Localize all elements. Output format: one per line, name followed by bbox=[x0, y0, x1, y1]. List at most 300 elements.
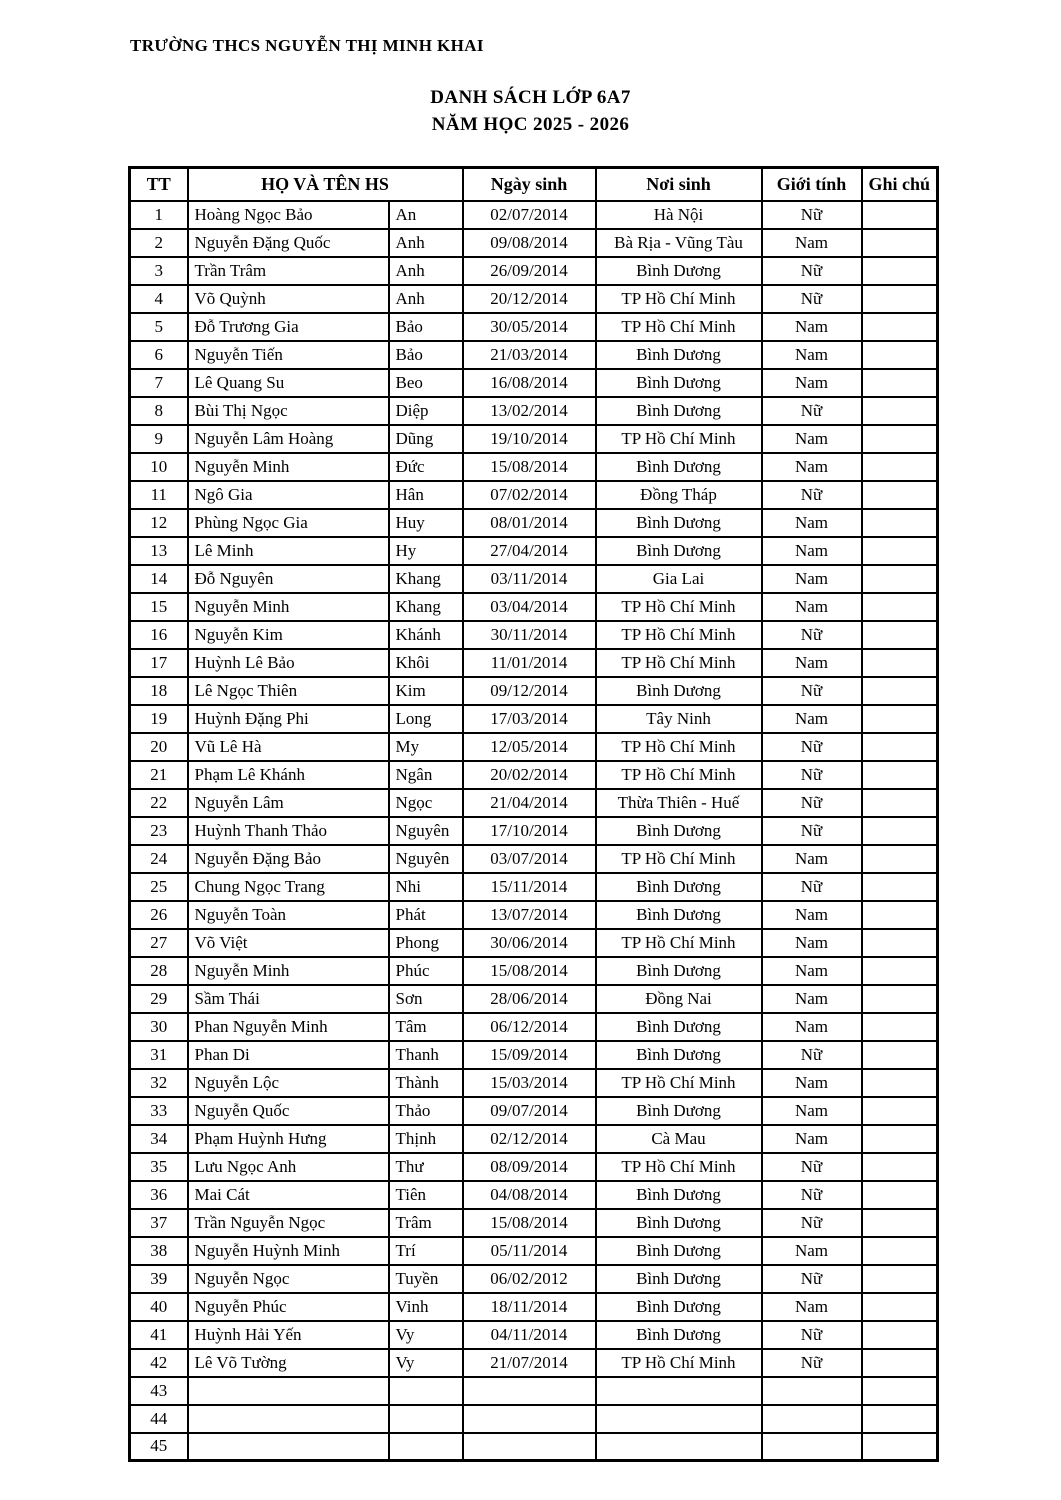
cell-birth-place: TP Hồ Chí Minh bbox=[596, 621, 762, 649]
cell-row-number: 38 bbox=[130, 1237, 188, 1265]
class-roster-table bbox=[128, 166, 939, 1462]
cell-birth-date: 18/11/2014 bbox=[463, 1293, 596, 1321]
column-header-note: Ghi chú bbox=[862, 168, 938, 201]
cell-row-number: 1 bbox=[130, 201, 188, 229]
cell-note bbox=[862, 957, 938, 985]
cell-family-name: Võ Việt bbox=[188, 929, 389, 957]
cell-given-name: Đức bbox=[389, 453, 463, 481]
cell-row-number: 21 bbox=[130, 761, 188, 789]
cell-given-name: Long bbox=[389, 705, 463, 733]
cell-family-name: Nguyễn Huỳnh Minh bbox=[188, 1237, 389, 1265]
cell-birth-place: Tây Ninh bbox=[596, 705, 762, 733]
cell-given-name: An bbox=[389, 201, 463, 229]
cell-birth-date: 20/02/2014 bbox=[463, 761, 596, 789]
cell-note bbox=[862, 201, 938, 229]
cell-birth-place: Bình Dương bbox=[596, 1041, 762, 1069]
cell-row-number: 39 bbox=[130, 1265, 188, 1293]
cell-given-name: Thịnh bbox=[389, 1125, 463, 1153]
cell-given-name: Khang bbox=[389, 565, 463, 593]
cell-gender: Nam bbox=[762, 901, 862, 929]
cell-birth-date: 02/07/2014 bbox=[463, 201, 596, 229]
cell-row-number: 32 bbox=[130, 1069, 188, 1097]
cell-gender: Nữ bbox=[762, 621, 862, 649]
cell-family-name: Phan Nguyễn Minh bbox=[188, 1013, 389, 1041]
student-row bbox=[130, 649, 938, 677]
cell-note bbox=[862, 761, 938, 789]
cell-birth-place: Bình Dương bbox=[596, 873, 762, 901]
cell-birth-date: 28/06/2014 bbox=[463, 985, 596, 1013]
cell-family-name: Nguyễn Lộc bbox=[188, 1069, 389, 1097]
cell-family-name bbox=[188, 1405, 389, 1433]
cell-row-number: 43 bbox=[130, 1377, 188, 1405]
cell-birth-date: 09/07/2014 bbox=[463, 1097, 596, 1125]
cell-row-number: 11 bbox=[130, 481, 188, 509]
cell-birth-date: 15/11/2014 bbox=[463, 873, 596, 901]
student-row bbox=[130, 257, 938, 285]
cell-given-name: Nguyên bbox=[389, 845, 463, 873]
cell-family-name: Đỗ Nguyên bbox=[188, 565, 389, 593]
student-row bbox=[130, 1097, 938, 1125]
school-year: NĂM HỌC 2025 - 2026 bbox=[431, 114, 630, 135]
cell-gender: Nữ bbox=[762, 1181, 862, 1209]
cell-birth-date: 03/07/2014 bbox=[463, 845, 596, 873]
cell-given-name: Hy bbox=[389, 537, 463, 565]
cell-birth-date: 19/10/2014 bbox=[463, 425, 596, 453]
cell-note bbox=[862, 509, 938, 537]
cell-note bbox=[862, 845, 938, 873]
column-header-tt: TT bbox=[130, 168, 188, 201]
cell-note bbox=[862, 789, 938, 817]
cell-row-number: 16 bbox=[130, 621, 188, 649]
cell-family-name bbox=[188, 1377, 389, 1405]
cell-gender: Nam bbox=[762, 341, 862, 369]
student-row bbox=[130, 761, 938, 789]
cell-given-name: Ngân bbox=[389, 761, 463, 789]
cell-row-number: 2 bbox=[130, 229, 188, 257]
cell-gender: Nữ bbox=[762, 1265, 862, 1293]
cell-family-name: Sầm Thái bbox=[188, 985, 389, 1013]
cell-gender: Nữ bbox=[762, 201, 862, 229]
cell-row-number: 27 bbox=[130, 929, 188, 957]
cell-birth-place: Bình Dương bbox=[596, 957, 762, 985]
cell-row-number: 10 bbox=[130, 453, 188, 481]
cell-gender: Nam bbox=[762, 453, 862, 481]
cell-note bbox=[862, 425, 938, 453]
cell-row-number: 37 bbox=[130, 1209, 188, 1237]
cell-birth-place: Bình Dương bbox=[596, 1293, 762, 1321]
cell-gender: Nam bbox=[762, 845, 862, 873]
cell-note bbox=[862, 537, 938, 565]
cell-family-name: Lê Minh bbox=[188, 537, 389, 565]
student-row bbox=[130, 425, 938, 453]
cell-birth-date: 27/04/2014 bbox=[463, 537, 596, 565]
cell-birth-date: 07/02/2014 bbox=[463, 481, 596, 509]
cell-birth-place: Thừa Thiên - Huế bbox=[596, 789, 762, 817]
cell-gender: Nam bbox=[762, 229, 862, 257]
cell-row-number: 4 bbox=[130, 285, 188, 313]
cell-gender: Nam bbox=[762, 1125, 862, 1153]
cell-gender: Nữ bbox=[762, 789, 862, 817]
cell-family-name: Nguyễn Kim bbox=[188, 621, 389, 649]
cell-row-number: 40 bbox=[130, 1293, 188, 1321]
student-row bbox=[130, 1293, 938, 1321]
cell-given-name bbox=[389, 1405, 463, 1433]
cell-given-name: Tiên bbox=[389, 1181, 463, 1209]
cell-birth-place: Bình Dương bbox=[596, 677, 762, 705]
cell-birth-place: TP Hồ Chí Minh bbox=[596, 761, 762, 789]
cell-note bbox=[862, 257, 938, 285]
cell-row-number: 33 bbox=[130, 1097, 188, 1125]
cell-family-name: Nguyễn Minh bbox=[188, 453, 389, 481]
cell-gender: Nữ bbox=[762, 397, 862, 425]
cell-birth-place: Bình Dương bbox=[596, 369, 762, 397]
cell-birth-date bbox=[463, 1433, 596, 1461]
student-row bbox=[130, 593, 938, 621]
cell-note bbox=[862, 341, 938, 369]
cell-family-name: Huỳnh Thanh Thảo bbox=[188, 817, 389, 845]
cell-row-number: 44 bbox=[130, 1405, 188, 1433]
cell-birth-date: 06/12/2014 bbox=[463, 1013, 596, 1041]
cell-birth-place: Bình Dương bbox=[596, 341, 762, 369]
student-row bbox=[130, 677, 938, 705]
cell-note bbox=[862, 929, 938, 957]
cell-birth-place: Bình Dương bbox=[596, 1209, 762, 1237]
cell-birth-place bbox=[596, 1377, 762, 1405]
cell-row-number: 34 bbox=[130, 1125, 188, 1153]
student-row bbox=[130, 1321, 938, 1349]
cell-row-number: 15 bbox=[130, 593, 188, 621]
cell-birth-date: 16/08/2014 bbox=[463, 369, 596, 397]
cell-birth-date: 09/12/2014 bbox=[463, 677, 596, 705]
cell-birth-place bbox=[596, 1405, 762, 1433]
cell-birth-place bbox=[596, 1433, 762, 1461]
cell-birth-place: TP Hồ Chí Minh bbox=[596, 1069, 762, 1097]
cell-row-number: 5 bbox=[130, 313, 188, 341]
student-row bbox=[130, 1349, 938, 1377]
column-header-gender: Giới tính bbox=[762, 168, 862, 201]
cell-note bbox=[862, 817, 938, 845]
cell-birth-place: Đồng Tháp bbox=[596, 481, 762, 509]
cell-birth-place: Gia Lai bbox=[596, 565, 762, 593]
cell-gender: Nam bbox=[762, 705, 862, 733]
cell-family-name: Nguyễn Minh bbox=[188, 593, 389, 621]
table-header-row bbox=[130, 168, 938, 201]
student-row bbox=[130, 985, 938, 1013]
cell-family-name: Nguyễn Đặng Bảo bbox=[188, 845, 389, 873]
student-row bbox=[130, 1125, 938, 1153]
cell-row-number: 14 bbox=[130, 565, 188, 593]
cell-birth-place: TP Hồ Chí Minh bbox=[596, 313, 762, 341]
cell-note bbox=[862, 1013, 938, 1041]
cell-note bbox=[862, 313, 938, 341]
cell-given-name: Kim bbox=[389, 677, 463, 705]
cell-gender: Nam bbox=[762, 537, 862, 565]
cell-birth-place: Bình Dương bbox=[596, 1321, 762, 1349]
cell-note bbox=[862, 1125, 938, 1153]
cell-gender: Nam bbox=[762, 649, 862, 677]
student-row bbox=[130, 565, 938, 593]
cell-family-name: Đỗ Trương Gia bbox=[188, 313, 389, 341]
cell-given-name bbox=[389, 1433, 463, 1461]
cell-given-name: Nguyên bbox=[389, 817, 463, 845]
cell-gender: Nữ bbox=[762, 873, 862, 901]
cell-given-name: Huy bbox=[389, 509, 463, 537]
student-row bbox=[130, 1041, 938, 1069]
cell-row-number: 7 bbox=[130, 369, 188, 397]
cell-family-name: Nguyễn Phúc bbox=[188, 1293, 389, 1321]
cell-gender: Nữ bbox=[762, 733, 862, 761]
cell-given-name: My bbox=[389, 733, 463, 761]
cell-gender: Nam bbox=[762, 957, 862, 985]
cell-row-number: 35 bbox=[130, 1153, 188, 1181]
cell-family-name: Hoàng Ngọc Bảo bbox=[188, 201, 389, 229]
cell-given-name: Vy bbox=[389, 1321, 463, 1349]
cell-given-name: Ngọc bbox=[389, 789, 463, 817]
cell-family-name: Chung Ngọc Trang bbox=[188, 873, 389, 901]
cell-given-name: Anh bbox=[389, 285, 463, 313]
cell-birth-place: Bình Dương bbox=[596, 453, 762, 481]
cell-birth-place: Hà Nội bbox=[596, 201, 762, 229]
cell-gender: Nam bbox=[762, 313, 862, 341]
cell-family-name: Trần Nguyễn Ngọc bbox=[188, 1209, 389, 1237]
student-row bbox=[130, 873, 938, 901]
cell-gender: Nam bbox=[762, 593, 862, 621]
cell-family-name: Huỳnh Lê Bảo bbox=[188, 649, 389, 677]
cell-gender: Nữ bbox=[762, 285, 862, 313]
cell-gender: Nam bbox=[762, 985, 862, 1013]
cell-family-name: Nguyễn Toàn bbox=[188, 901, 389, 929]
student-row bbox=[130, 621, 938, 649]
cell-family-name: Nguyễn Minh bbox=[188, 957, 389, 985]
cell-birth-place: TP Hồ Chí Minh bbox=[596, 425, 762, 453]
cell-given-name: Hân bbox=[389, 481, 463, 509]
student-row bbox=[130, 1209, 938, 1237]
cell-birth-place: TP Hồ Chí Minh bbox=[596, 733, 762, 761]
cell-gender: Nam bbox=[762, 1069, 862, 1097]
cell-gender bbox=[762, 1377, 862, 1405]
student-row bbox=[130, 929, 938, 957]
student-row bbox=[130, 1153, 938, 1181]
cell-family-name: Nguyễn Đặng Quốc bbox=[188, 229, 389, 257]
cell-gender: Nữ bbox=[762, 481, 862, 509]
cell-row-number: 9 bbox=[130, 425, 188, 453]
cell-row-number: 17 bbox=[130, 649, 188, 677]
cell-family-name: Phạm Lê Khánh bbox=[188, 761, 389, 789]
cell-birth-place: Bà Rịa - Vũng Tàu bbox=[596, 229, 762, 257]
student-row bbox=[130, 1377, 938, 1405]
cell-given-name bbox=[389, 1377, 463, 1405]
cell-note bbox=[862, 677, 938, 705]
cell-given-name: Khánh bbox=[389, 621, 463, 649]
cell-given-name: Dũng bbox=[389, 425, 463, 453]
cell-family-name: Huỳnh Đặng Phi bbox=[188, 705, 389, 733]
cell-birth-date: 15/09/2014 bbox=[463, 1041, 596, 1069]
student-row bbox=[130, 733, 938, 761]
cell-row-number: 45 bbox=[130, 1433, 188, 1461]
cell-note bbox=[862, 229, 938, 257]
student-row bbox=[130, 509, 938, 537]
student-row bbox=[130, 957, 938, 985]
cell-birth-date: 11/01/2014 bbox=[463, 649, 596, 677]
cell-note bbox=[862, 397, 938, 425]
cell-gender: Nữ bbox=[762, 1321, 862, 1349]
cell-birth-date: 04/08/2014 bbox=[463, 1181, 596, 1209]
cell-family-name: Phạm Huỳnh Hưng bbox=[188, 1125, 389, 1153]
cell-birth-date: 08/01/2014 bbox=[463, 509, 596, 537]
cell-given-name: Thảo bbox=[389, 1097, 463, 1125]
cell-birth-place: TP Hồ Chí Minh bbox=[596, 649, 762, 677]
student-row bbox=[130, 1237, 938, 1265]
cell-gender: Nam bbox=[762, 1293, 862, 1321]
cell-gender: Nam bbox=[762, 929, 862, 957]
cell-row-number: 20 bbox=[130, 733, 188, 761]
cell-given-name: Anh bbox=[389, 229, 463, 257]
cell-note bbox=[862, 1069, 938, 1097]
cell-gender: Nam bbox=[762, 1237, 862, 1265]
cell-birth-place: Bình Dương bbox=[596, 397, 762, 425]
cell-family-name: Nguyễn Lâm bbox=[188, 789, 389, 817]
student-row bbox=[130, 705, 938, 733]
cell-row-number: 12 bbox=[130, 509, 188, 537]
cell-birth-date bbox=[463, 1405, 596, 1433]
cell-note bbox=[862, 1321, 938, 1349]
student-row bbox=[130, 453, 938, 481]
cell-birth-date: 04/11/2014 bbox=[463, 1321, 596, 1349]
cell-birth-date: 05/11/2014 bbox=[463, 1237, 596, 1265]
cell-birth-date: 15/08/2014 bbox=[463, 1209, 596, 1237]
cell-given-name: Beo bbox=[389, 369, 463, 397]
cell-birth-date: 13/02/2014 bbox=[463, 397, 596, 425]
cell-note bbox=[862, 1153, 938, 1181]
student-row bbox=[130, 285, 938, 313]
cell-family-name: Nguyễn Lâm Hoàng bbox=[188, 425, 389, 453]
cell-birth-place: Bình Dương bbox=[596, 1181, 762, 1209]
cell-given-name: Tuyền bbox=[389, 1265, 463, 1293]
cell-given-name: Diệp bbox=[389, 397, 463, 425]
cell-note bbox=[862, 481, 938, 509]
cell-family-name: Bùi Thị Ngọc bbox=[188, 397, 389, 425]
cell-birth-date: 15/08/2014 bbox=[463, 957, 596, 985]
cell-family-name: Lê Quang Su bbox=[188, 369, 389, 397]
cell-gender: Nữ bbox=[762, 677, 862, 705]
cell-given-name: Sơn bbox=[389, 985, 463, 1013]
cell-given-name: Khang bbox=[389, 593, 463, 621]
cell-given-name: Phúc bbox=[389, 957, 463, 985]
cell-gender: Nữ bbox=[762, 1153, 862, 1181]
cell-birth-place: Bình Dương bbox=[596, 817, 762, 845]
cell-note bbox=[862, 705, 938, 733]
student-row bbox=[130, 1405, 938, 1433]
cell-family-name: Võ Quỳnh bbox=[188, 285, 389, 313]
cell-birth-place: Đồng Nai bbox=[596, 985, 762, 1013]
cell-birth-place: Bình Dương bbox=[596, 509, 762, 537]
cell-birth-place: TP Hồ Chí Minh bbox=[596, 845, 762, 873]
cell-birth-place: Cà Mau bbox=[596, 1125, 762, 1153]
cell-note bbox=[862, 1349, 938, 1377]
cell-birth-place: TP Hồ Chí Minh bbox=[596, 285, 762, 313]
cell-note bbox=[862, 1237, 938, 1265]
cell-given-name: Trâm bbox=[389, 1209, 463, 1237]
cell-birth-date: 21/04/2014 bbox=[463, 789, 596, 817]
column-header-student-name: HỌ VÀ TÊN HS bbox=[188, 168, 463, 201]
cell-birth-place: TP Hồ Chí Minh bbox=[596, 929, 762, 957]
cell-note bbox=[862, 1097, 938, 1125]
cell-note bbox=[862, 985, 938, 1013]
student-row bbox=[130, 313, 938, 341]
cell-gender: Nam bbox=[762, 1013, 862, 1041]
student-row bbox=[130, 201, 938, 229]
cell-family-name: Lê Võ Tường bbox=[188, 1349, 389, 1377]
cell-gender: Nam bbox=[762, 1097, 862, 1125]
student-row bbox=[130, 1265, 938, 1293]
cell-note bbox=[862, 1181, 938, 1209]
cell-family-name: Huỳnh Hải Yến bbox=[188, 1321, 389, 1349]
cell-row-number: 31 bbox=[130, 1041, 188, 1069]
cell-birth-date: 09/08/2014 bbox=[463, 229, 596, 257]
student-row bbox=[130, 789, 938, 817]
cell-gender: Nữ bbox=[762, 1349, 862, 1377]
cell-birth-place: TP Hồ Chí Minh bbox=[596, 1153, 762, 1181]
cell-family-name: Nguyễn Ngọc bbox=[188, 1265, 389, 1293]
cell-row-number: 19 bbox=[130, 705, 188, 733]
student-row bbox=[130, 229, 938, 257]
cell-row-number: 23 bbox=[130, 817, 188, 845]
cell-birth-place: Bình Dương bbox=[596, 1265, 762, 1293]
cell-note bbox=[862, 369, 938, 397]
cell-gender: Nữ bbox=[762, 257, 862, 285]
cell-birth-date: 06/02/2012 bbox=[463, 1265, 596, 1293]
cell-note bbox=[862, 593, 938, 621]
cell-given-name: Phong bbox=[389, 929, 463, 957]
cell-birth-date bbox=[463, 1377, 596, 1405]
cell-birth-date: 17/03/2014 bbox=[463, 705, 596, 733]
cell-row-number: 25 bbox=[130, 873, 188, 901]
cell-note bbox=[862, 1265, 938, 1293]
cell-note bbox=[862, 621, 938, 649]
cell-birth-place: TP Hồ Chí Minh bbox=[596, 593, 762, 621]
cell-given-name: Bảo bbox=[389, 313, 463, 341]
cell-family-name: Lê Ngọc Thiên bbox=[188, 677, 389, 705]
cell-given-name: Khôi bbox=[389, 649, 463, 677]
cell-row-number: 29 bbox=[130, 985, 188, 1013]
cell-row-number: 8 bbox=[130, 397, 188, 425]
cell-given-name: Vy bbox=[389, 1349, 463, 1377]
cell-row-number: 13 bbox=[130, 537, 188, 565]
cell-gender: Nữ bbox=[762, 761, 862, 789]
cell-given-name: Trí bbox=[389, 1237, 463, 1265]
column-header-birth-date: Ngày sinh bbox=[463, 168, 596, 201]
cell-family-name: Phan Di bbox=[188, 1041, 389, 1069]
cell-given-name: Anh bbox=[389, 257, 463, 285]
student-row bbox=[130, 845, 938, 873]
cell-birth-date: 13/07/2014 bbox=[463, 901, 596, 929]
cell-birth-date: 15/08/2014 bbox=[463, 453, 596, 481]
cell-gender: Nam bbox=[762, 369, 862, 397]
student-row bbox=[130, 397, 938, 425]
cell-family-name: Trần Trâm bbox=[188, 257, 389, 285]
cell-note bbox=[862, 453, 938, 481]
student-row bbox=[130, 901, 938, 929]
cell-given-name: Nhi bbox=[389, 873, 463, 901]
cell-row-number: 26 bbox=[130, 901, 188, 929]
student-row bbox=[130, 1181, 938, 1209]
cell-note bbox=[862, 733, 938, 761]
cell-row-number: 22 bbox=[130, 789, 188, 817]
cell-birth-place: Bình Dương bbox=[596, 901, 762, 929]
student-row bbox=[130, 369, 938, 397]
cell-birth-date: 08/09/2014 bbox=[463, 1153, 596, 1181]
cell-family-name: Nguyễn Quốc bbox=[188, 1097, 389, 1125]
